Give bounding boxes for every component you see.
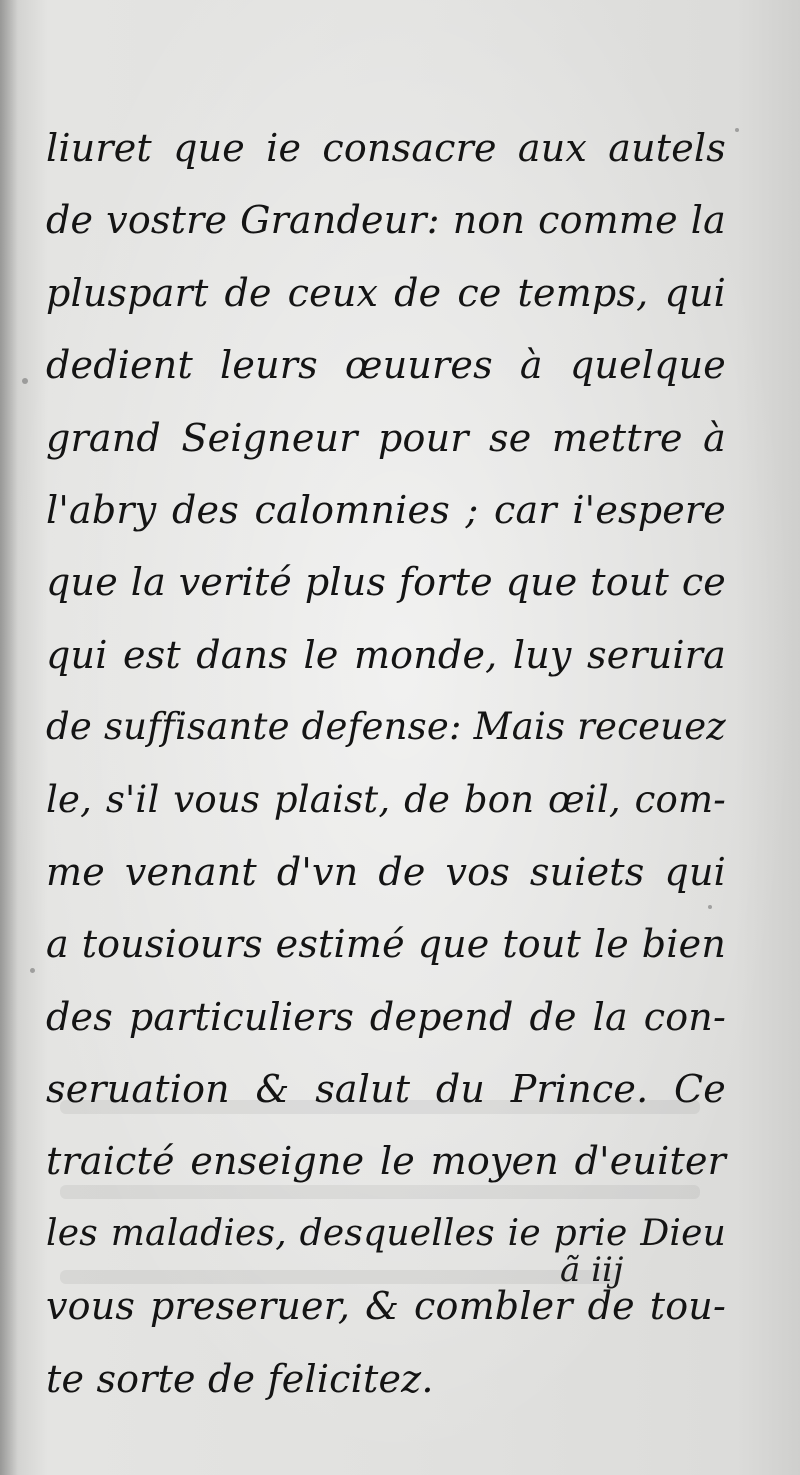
text-line: le, s'il vous plaist, de bon œil, com- <box>46 777 726 821</box>
paper-speck <box>708 905 712 909</box>
text-line: pluspart de ceux de ce temps, qui <box>46 270 726 315</box>
text-line: de suffisante defense: Mais receuez <box>46 705 726 749</box>
text-line: qui est dans le monde, luy seruira <box>46 632 726 677</box>
text-line: que la verité plus forte que tout ce <box>46 560 726 605</box>
paper-speck <box>735 128 739 132</box>
text-line: a tousiours estimé que tout le bien <box>46 922 726 967</box>
paper-speck <box>30 968 35 973</box>
text-line: me venant d'vn de vos suiets qui <box>46 849 726 894</box>
text-line: vous preseruer, & combler de tou- <box>46 1284 726 1329</box>
text-line: liuret que ie consacre aux autels <box>46 126 726 170</box>
page-edge-shadow <box>0 0 18 1475</box>
paper-speck <box>22 378 28 384</box>
text-line: te sorte de felicitez. <box>46 1356 434 1401</box>
text-line: grand Seigneur pour se mettre à <box>46 415 726 460</box>
text-line: les maladies, desquelles ie prie Dieu <box>46 1212 726 1254</box>
text-line: seruation & salut du Prince. Ce <box>46 1067 726 1112</box>
body-text <box>46 112 726 1415</box>
text-line: des particuliers depend de la con- <box>46 994 726 1039</box>
text-line: de vostre Grandeur: non comme la <box>46 198 726 243</box>
text-line: dedient leurs œuures à quelque <box>46 343 726 388</box>
signature-mark: ã iij <box>560 1250 624 1290</box>
text-line: l'abry des calomnies ; car i'espere <box>46 487 726 532</box>
text-line: traicté enseigne le moyen d'euiter <box>46 1139 726 1184</box>
